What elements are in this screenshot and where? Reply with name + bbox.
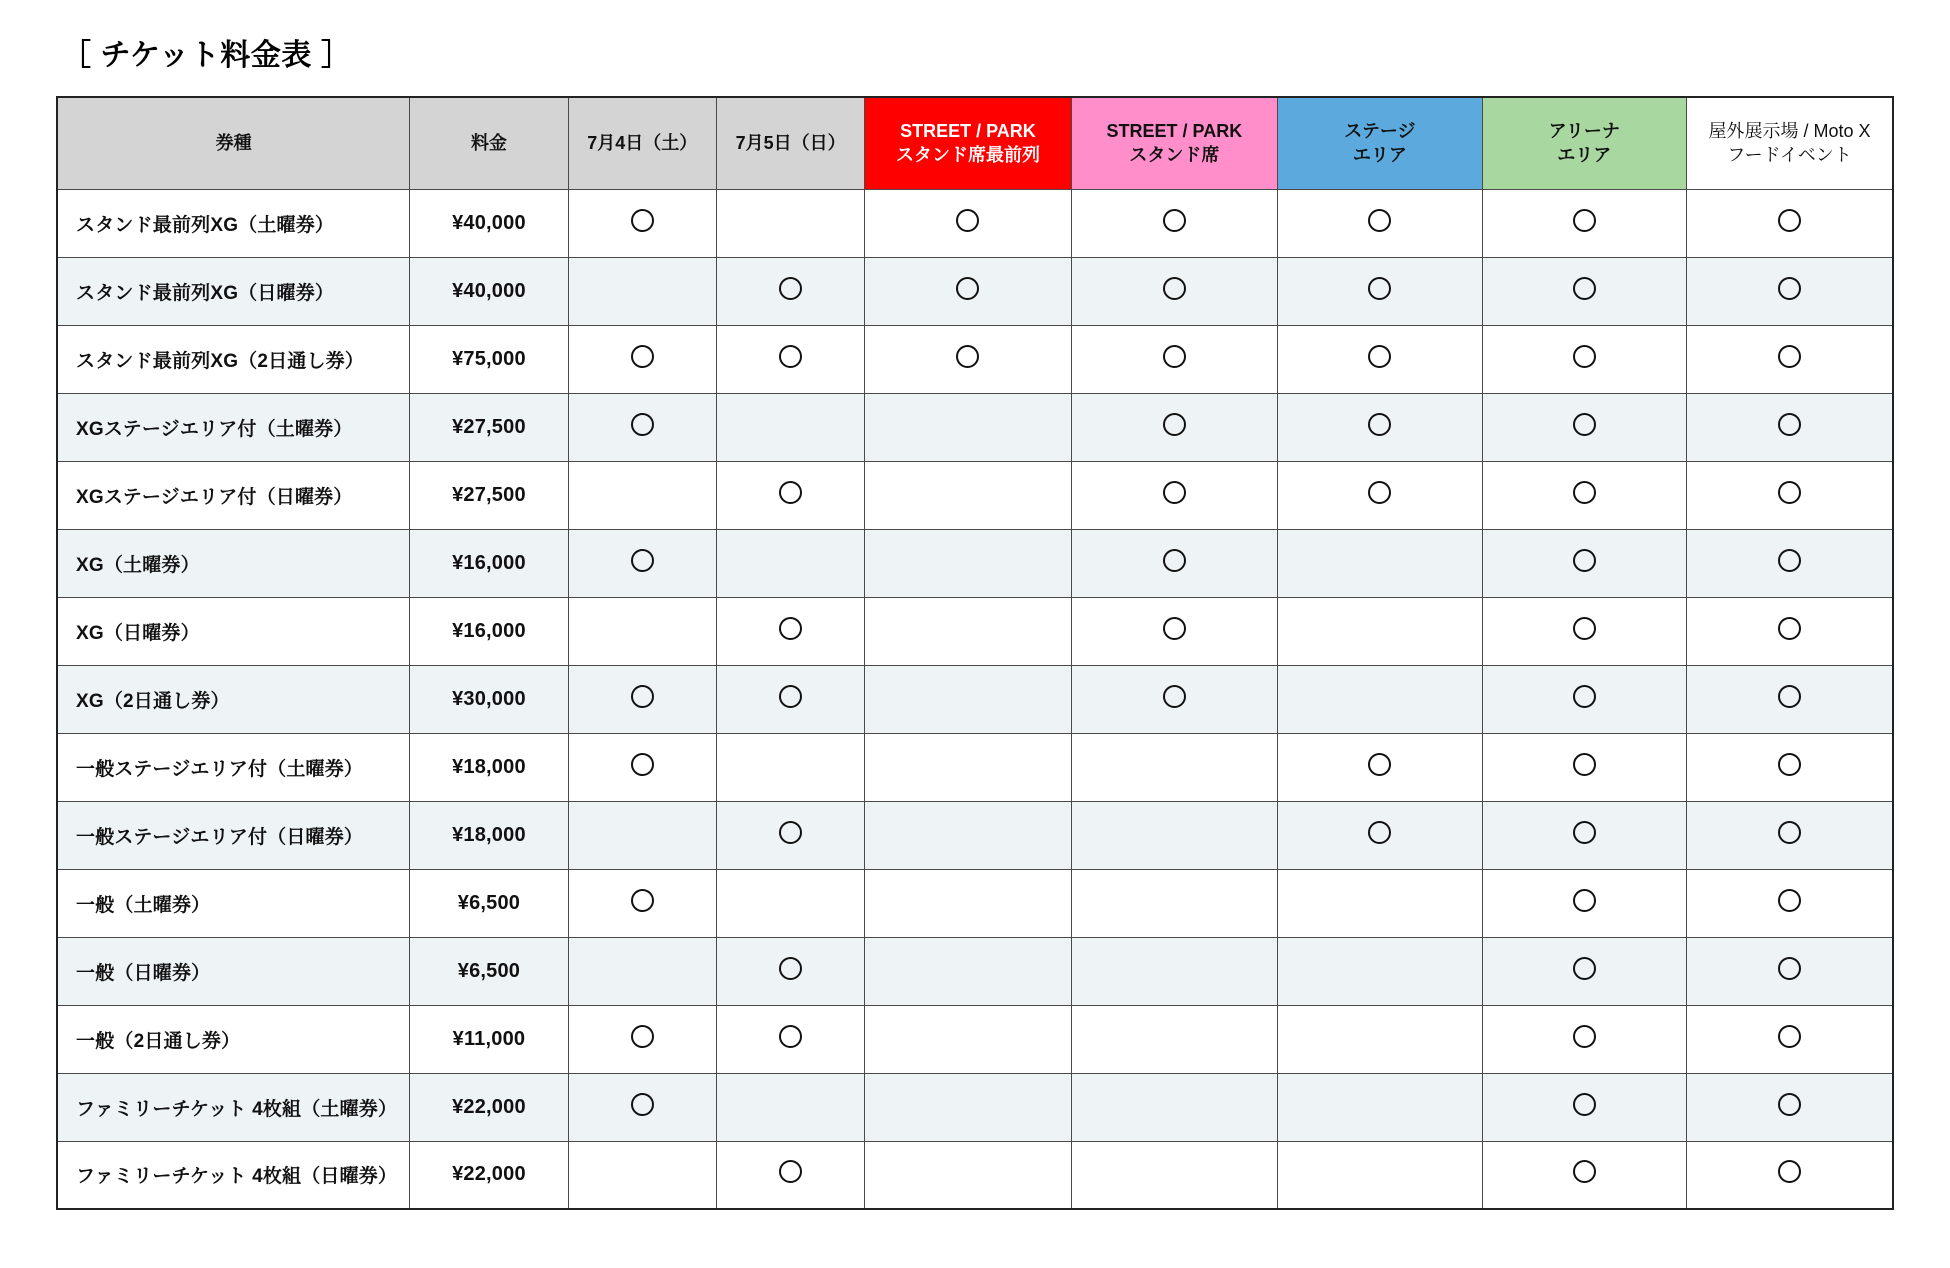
circle-icon (1778, 345, 1801, 368)
circle-icon (631, 685, 654, 708)
circle-icon (956, 277, 979, 300)
ticket-price-cell: ¥75,000 (410, 325, 568, 393)
table-header (57, 97, 1893, 189)
circle-icon (1368, 481, 1391, 504)
column-header-line1: 7月4日（土） (587, 133, 698, 154)
ticket-price-cell: ¥27,500 (410, 393, 568, 461)
availability-cell-available (1482, 189, 1686, 257)
availability-cell-empty (716, 529, 864, 597)
availability-cell-available (1482, 801, 1686, 869)
ticket-price-cell: ¥6,500 (410, 937, 568, 1005)
ticket-kind-cell: ファミリーチケット 4枚組（土曜券） (57, 1073, 410, 1141)
column-header-line2: エリア (1557, 145, 1612, 166)
availability-cell-available (1686, 1141, 1893, 1209)
availability-cell-empty (1071, 869, 1277, 937)
column-header-2 (568, 97, 716, 189)
ticket-kind-cell: スタンド最前列XG（土曜券） (57, 189, 410, 257)
availability-cell-available (716, 461, 864, 529)
circle-icon (631, 413, 654, 436)
availability-cell-empty (865, 1073, 1071, 1141)
availability-cell-available (568, 529, 716, 597)
availability-cell-available (1278, 461, 1482, 529)
availability-cell-available (568, 733, 716, 801)
circle-icon (1573, 617, 1596, 640)
circle-icon (1573, 345, 1596, 368)
circle-icon (1163, 685, 1186, 708)
circle-icon (1573, 549, 1596, 572)
table-row (57, 189, 1893, 257)
circle-icon (1573, 1025, 1596, 1048)
table-row (57, 529, 1893, 597)
table-row (57, 461, 1893, 529)
circle-icon (779, 277, 802, 300)
availability-cell-available (1482, 393, 1686, 461)
availability-cell-available (1071, 461, 1277, 529)
column-header-line1: 7月5日（日） (735, 133, 846, 154)
availability-cell-empty (1278, 937, 1482, 1005)
availability-cell-available (865, 325, 1071, 393)
ticket-kind-cell: 一般（土曜券） (57, 869, 410, 937)
availability-cell-available (1278, 733, 1482, 801)
availability-cell-available (716, 937, 864, 1005)
availability-cell-available (1278, 257, 1482, 325)
availability-cell-empty (865, 529, 1071, 597)
availability-cell-available (1482, 461, 1686, 529)
availability-cell-available (1686, 665, 1893, 733)
availability-cell-available (865, 257, 1071, 325)
availability-cell-empty (865, 461, 1071, 529)
circle-icon (956, 209, 979, 232)
ticket-kind-cell: 一般（日曜券） (57, 937, 410, 1005)
circle-icon (1573, 685, 1596, 708)
circle-icon (1573, 1160, 1596, 1183)
circle-icon (779, 957, 802, 980)
circle-icon (1778, 1025, 1801, 1048)
availability-cell-empty (865, 393, 1071, 461)
ticket-price-cell: ¥18,000 (410, 733, 568, 801)
ticket-price-cell: ¥11,000 (410, 1005, 568, 1073)
availability-cell-available (568, 1073, 716, 1141)
availability-cell-available (716, 325, 864, 393)
availability-cell-empty (865, 733, 1071, 801)
availability-cell-empty (716, 393, 864, 461)
availability-cell-empty (1071, 1005, 1277, 1073)
availability-cell-empty (1278, 1073, 1482, 1141)
ticket-price-cell: ¥40,000 (410, 189, 568, 257)
availability-cell-available (1482, 665, 1686, 733)
availability-cell-available (1686, 937, 1893, 1005)
page-title: ［ チケット料金表 ］ (61, 39, 352, 72)
circle-icon (631, 889, 654, 912)
circle-icon (1778, 1093, 1801, 1116)
availability-cell-empty (716, 1073, 864, 1141)
circle-icon (1778, 209, 1801, 232)
ticket-price-cell: ¥6,500 (410, 869, 568, 937)
circle-icon (779, 481, 802, 504)
table-row (57, 393, 1893, 461)
circle-icon (779, 345, 802, 368)
table-row (57, 1073, 1893, 1141)
circle-icon (1163, 481, 1186, 504)
availability-cell-empty (1071, 801, 1277, 869)
circle-icon (631, 209, 654, 232)
availability-cell-empty (568, 937, 716, 1005)
column-header-line1: 券種 (215, 133, 252, 154)
column-header-line1: 屋外展示場 / Moto X (1708, 120, 1871, 141)
availability-cell-available (1278, 325, 1482, 393)
ticket-kind-cell: 一般（2日通し券） (57, 1005, 410, 1073)
circle-icon (631, 345, 654, 368)
availability-cell-empty (1278, 1005, 1482, 1073)
availability-cell-available (1278, 189, 1482, 257)
availability-cell-empty (865, 869, 1071, 937)
circle-icon (1778, 957, 1801, 980)
ticket-price-cell: ¥16,000 (410, 597, 568, 665)
availability-cell-available (1482, 257, 1686, 325)
availability-cell-available (1686, 733, 1893, 801)
availability-cell-available (568, 665, 716, 733)
availability-cell-empty (1278, 1141, 1482, 1209)
ticket-fare-table (56, 96, 1894, 1210)
availability-cell-empty (1278, 597, 1482, 665)
column-header-0 (57, 97, 410, 189)
table-row (57, 1005, 1893, 1073)
circle-icon (1573, 821, 1596, 844)
availability-cell-available (1686, 597, 1893, 665)
availability-cell-available (568, 393, 716, 461)
availability-cell-available (1071, 665, 1277, 733)
ticket-kind-cell: 一般ステージエリア付（土曜券） (57, 733, 410, 801)
column-header-line1: アリーナ (1548, 120, 1620, 141)
circle-icon (1573, 889, 1596, 912)
circle-icon (1778, 685, 1801, 708)
circle-icon (1778, 1160, 1801, 1183)
availability-cell-available (1278, 801, 1482, 869)
availability-cell-empty (1278, 529, 1482, 597)
availability-cell-available (1482, 1073, 1686, 1141)
circle-icon (1573, 753, 1596, 776)
ticket-kind-cell: XG（土曜券） (57, 529, 410, 597)
circle-icon (1368, 345, 1391, 368)
table-row (57, 869, 1893, 937)
availability-cell-available (1686, 461, 1893, 529)
circle-icon (1163, 549, 1186, 572)
column-header-4 (865, 97, 1071, 189)
column-header-line1: 料金 (470, 133, 507, 154)
ticket-price-cell: ¥22,000 (410, 1141, 568, 1209)
availability-cell-available (1686, 189, 1893, 257)
ticket-price-cell: ¥18,000 (410, 801, 568, 869)
availability-cell-available (1686, 257, 1893, 325)
availability-cell-available (716, 665, 864, 733)
ticket-price-cell: ¥16,000 (410, 529, 568, 597)
availability-cell-empty (865, 597, 1071, 665)
circle-icon (779, 821, 802, 844)
availability-cell-available (716, 597, 864, 665)
circle-icon (779, 685, 802, 708)
ticket-price-cell: ¥40,000 (410, 257, 568, 325)
ticket-kind-cell: スタンド最前列XG（日曜券） (57, 257, 410, 325)
circle-icon (631, 753, 654, 776)
availability-cell-empty (865, 937, 1071, 1005)
circle-icon (1163, 413, 1186, 436)
circle-icon (1163, 277, 1186, 300)
availability-cell-available (1686, 325, 1893, 393)
ticket-kind-cell: XGステージエリア付（日曜券） (57, 461, 410, 529)
availability-cell-available (865, 189, 1071, 257)
availability-cell-empty (1071, 733, 1277, 801)
availability-cell-empty (568, 461, 716, 529)
availability-cell-available (1482, 869, 1686, 937)
circle-icon (1778, 413, 1801, 436)
ticket-kind-cell: スタンド最前列XG（2日通し券） (57, 325, 410, 393)
availability-cell-available (568, 1005, 716, 1073)
availability-cell-available (1686, 1073, 1893, 1141)
availability-cell-empty (1071, 1141, 1277, 1209)
circle-icon (1778, 889, 1801, 912)
availability-cell-empty (865, 801, 1071, 869)
table-row (57, 733, 1893, 801)
column-header-line2: エリア (1352, 145, 1407, 166)
circle-icon (1573, 1093, 1596, 1116)
circle-icon (1778, 821, 1801, 844)
availability-cell-available (1071, 529, 1277, 597)
circle-icon (1163, 617, 1186, 640)
availability-cell-available (1482, 597, 1686, 665)
availability-cell-empty (1071, 937, 1277, 1005)
circle-icon (1163, 209, 1186, 232)
circle-icon (1778, 481, 1801, 504)
column-header-line2: スタンド席 (1129, 145, 1220, 166)
circle-icon (631, 1093, 654, 1116)
availability-cell-available (1482, 733, 1686, 801)
availability-cell-empty (865, 665, 1071, 733)
circle-icon (1778, 753, 1801, 776)
circle-icon (1163, 345, 1186, 368)
availability-cell-available (1482, 325, 1686, 393)
circle-icon (1368, 413, 1391, 436)
availability-cell-available (716, 257, 864, 325)
availability-cell-empty (1278, 665, 1482, 733)
availability-cell-available (568, 189, 716, 257)
availability-cell-available (1482, 1141, 1686, 1209)
circle-icon (1573, 957, 1596, 980)
circle-icon (631, 549, 654, 572)
circle-icon (1573, 209, 1596, 232)
ticket-kind-cell: XGステージエリア付（土曜券） (57, 393, 410, 461)
column-header-5 (1071, 97, 1277, 189)
availability-cell-available (568, 325, 716, 393)
column-header-6 (1278, 97, 1482, 189)
table-row (57, 325, 1893, 393)
circle-icon (1368, 277, 1391, 300)
table-row (57, 665, 1893, 733)
availability-cell-available (568, 869, 716, 937)
table-row (57, 937, 1893, 1005)
circle-icon (779, 1025, 802, 1048)
circle-icon (1573, 413, 1596, 436)
availability-cell-available (1482, 1005, 1686, 1073)
column-header-8 (1686, 97, 1893, 189)
table-row (57, 801, 1893, 869)
availability-cell-available (1686, 869, 1893, 937)
availability-cell-available (1686, 393, 1893, 461)
availability-cell-available (1686, 1005, 1893, 1073)
circle-icon (779, 617, 802, 640)
availability-cell-available (1071, 189, 1277, 257)
column-header-line1: STREET / PARK (1106, 120, 1243, 141)
ticket-price-cell: ¥22,000 (410, 1073, 568, 1141)
table-row (57, 257, 1893, 325)
availability-cell-empty (716, 733, 864, 801)
availability-cell-available (1482, 529, 1686, 597)
ticket-kind-cell: XG（2日通し券） (57, 665, 410, 733)
circle-icon (1368, 821, 1391, 844)
availability-cell-available (1686, 801, 1893, 869)
circle-icon (956, 345, 979, 368)
circle-icon (1573, 481, 1596, 504)
circle-icon (1573, 277, 1596, 300)
ticket-price-cell: ¥30,000 (410, 665, 568, 733)
availability-cell-empty (568, 257, 716, 325)
availability-cell-empty (865, 1141, 1071, 1209)
availability-cell-empty (716, 189, 864, 257)
circle-icon (1778, 617, 1801, 640)
table-row (57, 1141, 1893, 1209)
availability-cell-available (716, 1005, 864, 1073)
availability-cell-available (716, 801, 864, 869)
table-header-row (57, 97, 1893, 189)
availability-cell-available (1071, 325, 1277, 393)
table-body (57, 189, 1893, 1209)
availability-cell-empty (1071, 1073, 1277, 1141)
ticket-kind-cell: XG（日曜券） (57, 597, 410, 665)
column-header-line2: スタンド席最前列 (895, 145, 1040, 166)
ticket-price-cell: ¥27,500 (410, 461, 568, 529)
ticket-kind-cell: ファミリーチケット 4枚組（日曜券） (57, 1141, 410, 1209)
availability-cell-empty (716, 869, 864, 937)
column-header-line2: フードイベント (1727, 145, 1852, 166)
column-header-1 (410, 97, 568, 189)
circle-icon (631, 1025, 654, 1048)
availability-cell-available (1071, 257, 1277, 325)
availability-cell-empty (1278, 869, 1482, 937)
availability-cell-empty (568, 801, 716, 869)
circle-icon (1778, 549, 1801, 572)
circle-icon (779, 1160, 802, 1183)
availability-cell-available (1686, 529, 1893, 597)
availability-cell-empty (568, 1141, 716, 1209)
availability-cell-available (716, 1141, 864, 1209)
availability-cell-available (1482, 937, 1686, 1005)
column-header-line1: ステージ (1344, 120, 1416, 141)
table-row (57, 597, 1893, 665)
column-header-7 (1482, 97, 1686, 189)
availability-cell-empty (568, 597, 716, 665)
circle-icon (1368, 209, 1391, 232)
availability-cell-empty (865, 1005, 1071, 1073)
column-header-3 (716, 97, 864, 189)
availability-cell-available (1278, 393, 1482, 461)
ticket-kind-cell: 一般ステージエリア付（日曜券） (57, 801, 410, 869)
availability-cell-available (1071, 597, 1277, 665)
circle-icon (1778, 277, 1801, 300)
circle-icon (1368, 753, 1391, 776)
column-header-line1: STREET / PARK (900, 120, 1036, 141)
availability-cell-available (1071, 393, 1277, 461)
